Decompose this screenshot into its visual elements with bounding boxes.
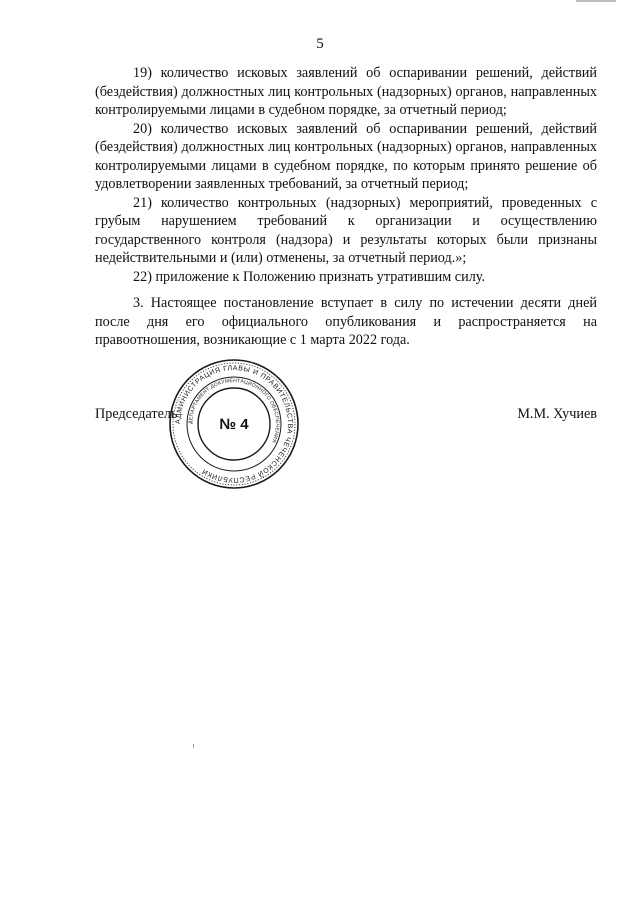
document-body (95, 64, 597, 350)
official-seal (168, 358, 300, 490)
seal-outer-text: АДМИНИСТРАЦИЯ ГЛАВЫ И ПРАВИТЕЛЬСТВА ЧЕЧЕНСКОЙ РЕСПУБЛИКИ (174, 364, 294, 484)
scan-edge-mark (576, 0, 616, 2)
signatory-name: М.М. Хучиев (517, 406, 597, 422)
seal-inner-text: ДЕПАРТАМЕНТ ДОКУМЕНТАЦИОННОГО ОБЕСПЕЧЕНИЯ (187, 377, 281, 444)
clause-3-effective-date: 3. Настоящее постановление вступает в силу по истечении десяти дней после дня его официального опубликования и распространяется на правоотношения, возникающие с 1 марта 2022 года. (95, 295, 597, 348)
page-number: 5 (316, 36, 324, 52)
list-item-22: 22) приложение к Положению признать утратившим силу. (133, 268, 485, 285)
list-item-19: 19) количество исковых заявлений об оспаривании решений, действий (бездействия) должностных лиц контрольных (надзорных) органов, направленных контролируемыми лицами в судебном порядке, за отчетный период; (95, 65, 597, 118)
signatory-position: Председатель (95, 406, 178, 422)
seal-number: № 4 (219, 415, 249, 433)
scan-artifact (193, 744, 194, 748)
list-item-20: 20) количество исковых заявлений об оспаривании решений, действий (бездействия) должностных лиц контрольных (надзорных) органов, направленных контролируемыми лицами в судебном порядке, по которым принято решение об удовлетворении заявленных требований, за отчетный период; (95, 120, 597, 192)
list-item-21: 21) количество контрольных (надзорных) мероприятий, проведенных с грубым нарушением требований к организации и осуществлению государственного контроля (надзора) и результаты которых были признаны недействительными и (или) отменены, за отчетный период.»; (95, 194, 597, 266)
